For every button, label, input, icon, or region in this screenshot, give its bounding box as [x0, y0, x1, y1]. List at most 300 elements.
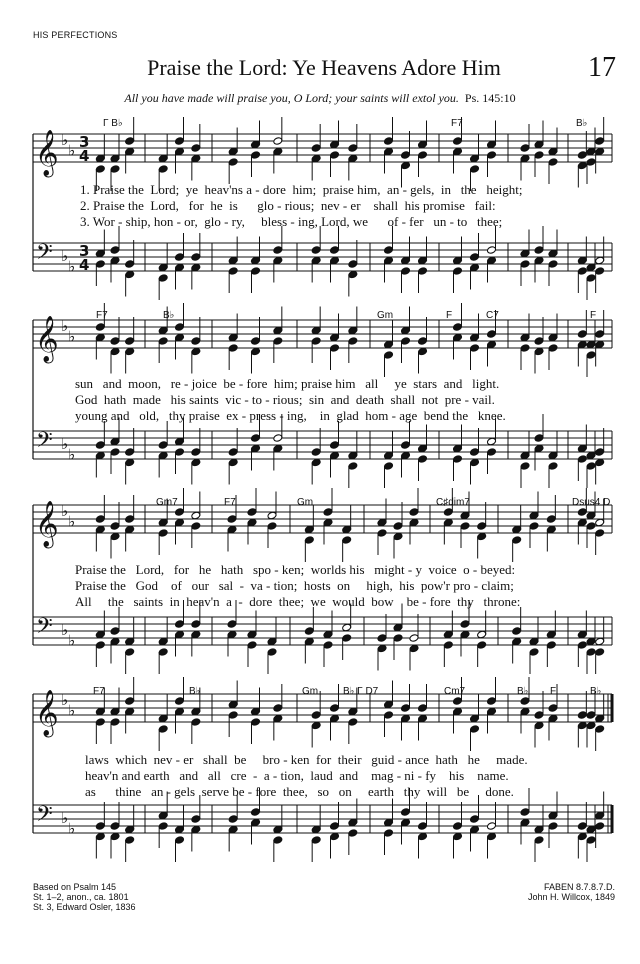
notehead	[409, 518, 419, 527]
notehead	[247, 641, 257, 650]
notehead	[175, 620, 185, 629]
notehead	[460, 522, 470, 531]
notehead	[534, 721, 544, 730]
notehead	[125, 515, 135, 524]
notehead	[453, 147, 463, 156]
notehead	[577, 822, 587, 831]
notehead	[191, 707, 201, 716]
notehead	[330, 441, 340, 450]
notehead	[418, 256, 428, 265]
notehead	[418, 347, 428, 356]
notehead	[228, 825, 238, 834]
flat-sign-icon: ♭	[61, 247, 69, 265]
lyric-line-verse-1: laws which nev - er shall be bro - ken for their guid - ance hath he made.	[85, 752, 528, 767]
notehead	[342, 634, 352, 643]
time-signature: 4	[79, 256, 90, 274]
notehead	[110, 337, 120, 346]
lyric-line-verse-3: All the saints in heav'n a - dore thee; we would bow be - fore thy throne:	[75, 594, 521, 609]
notehead	[110, 154, 120, 163]
notehead	[247, 508, 257, 517]
notehead	[548, 249, 558, 258]
notehead	[453, 455, 463, 464]
notehead	[247, 630, 257, 639]
notehead	[158, 822, 168, 831]
flat-sign-icon: ♭	[61, 809, 69, 827]
notehead	[311, 326, 321, 335]
notehead	[487, 246, 497, 255]
notehead	[418, 337, 428, 346]
notehead	[304, 525, 314, 534]
notehead	[251, 818, 261, 827]
notehead	[175, 448, 185, 457]
notehead	[95, 630, 105, 639]
notehead	[470, 714, 480, 723]
notehead	[577, 151, 587, 160]
notehead	[175, 137, 185, 146]
notehead	[534, 434, 544, 443]
notehead	[460, 630, 470, 639]
notehead	[577, 267, 587, 276]
notehead	[470, 165, 480, 174]
notehead	[348, 451, 358, 460]
notehead	[273, 337, 283, 346]
notehead	[384, 137, 394, 146]
notehead	[273, 704, 283, 713]
notehead	[477, 641, 487, 650]
notehead	[125, 525, 135, 534]
notehead	[158, 337, 168, 346]
chord-symbol: Gm	[302, 686, 319, 697]
notehead	[95, 832, 105, 841]
notehead	[401, 451, 411, 460]
notehead	[595, 256, 605, 265]
notehead	[384, 246, 394, 255]
chord-symbol: Dsus4 D	[572, 497, 611, 508]
notehead	[487, 330, 497, 339]
notehead	[330, 151, 340, 160]
notehead	[586, 263, 596, 272]
lyric-line-verse-2: God hath made his saints vic - to - rious; sin and death shall not pre - vail.	[75, 392, 495, 407]
notehead	[228, 700, 238, 709]
notehead	[95, 249, 105, 258]
notehead	[586, 274, 596, 283]
bass-clef-icon: 𝄢	[36, 802, 53, 832]
notehead	[125, 648, 135, 657]
notehead	[512, 637, 522, 646]
chord-symbol: F	[550, 686, 557, 697]
notehead	[228, 344, 238, 353]
notehead	[251, 444, 261, 453]
lyric-line-verse-1: sun and moon, re - joice be - fore him; praise him all ye stars and light.	[75, 376, 500, 391]
notehead	[409, 634, 419, 643]
notehead	[273, 825, 283, 834]
notehead	[158, 637, 168, 646]
notehead	[273, 246, 283, 255]
lyric-line-verse-3: as thine an - gels serve be - fore thee, so on earth thy will be done.	[85, 784, 514, 799]
notehead	[534, 347, 544, 356]
notehead	[384, 829, 394, 838]
notehead	[304, 627, 314, 636]
notehead	[273, 137, 283, 146]
notehead	[125, 347, 135, 356]
notehead	[110, 246, 120, 255]
notehead	[534, 711, 544, 720]
notehead	[348, 462, 358, 471]
notehead	[534, 825, 544, 834]
notehead	[158, 811, 168, 820]
notehead	[175, 697, 185, 706]
notehead	[577, 832, 587, 841]
chord-symbol: C7	[486, 310, 499, 321]
time-signature: 3	[79, 242, 90, 260]
notehead	[546, 525, 556, 534]
notehead	[586, 511, 596, 520]
notehead	[595, 137, 605, 146]
notehead	[348, 326, 358, 335]
notehead	[577, 455, 587, 464]
notehead	[191, 522, 201, 531]
chord-symbol: F7	[224, 497, 236, 508]
notehead	[311, 256, 321, 265]
notehead	[586, 836, 596, 845]
flat-sign-icon: ♭	[61, 317, 69, 335]
notehead	[534, 444, 544, 453]
notehead	[348, 337, 358, 346]
notehead	[251, 718, 261, 727]
notehead	[453, 444, 463, 453]
notehead	[548, 344, 558, 353]
notehead	[520, 154, 530, 163]
notehead	[95, 822, 105, 831]
notehead	[125, 260, 135, 269]
notehead	[577, 508, 587, 517]
notehead	[577, 330, 587, 339]
notehead	[311, 721, 321, 730]
chord-symbol: Gm	[377, 310, 394, 321]
notehead	[586, 825, 596, 834]
notehead	[548, 333, 558, 342]
notehead	[110, 165, 120, 174]
notehead	[520, 697, 530, 706]
notehead	[330, 451, 340, 460]
notehead	[323, 508, 333, 517]
flat-sign-icon: ♭	[68, 141, 76, 160]
notehead	[110, 532, 120, 541]
chord-symbol: B♭	[189, 686, 201, 697]
notehead	[311, 836, 321, 845]
notehead	[323, 641, 333, 650]
chord-symbol: Γ B♭	[103, 118, 123, 129]
notehead	[251, 347, 261, 356]
notehead	[228, 267, 238, 276]
notehead	[311, 154, 321, 163]
notehead	[95, 451, 105, 460]
notehead	[401, 704, 411, 713]
notehead	[175, 508, 185, 517]
chord-symbol: Gm	[297, 497, 314, 508]
hymn-number: 17	[588, 52, 616, 83]
flat-sign-icon: ♭	[61, 621, 69, 639]
flat-sign-icon: ♭	[61, 435, 69, 453]
flat-sign-icon: ♭	[68, 631, 76, 650]
notehead	[247, 518, 257, 527]
lyric-line-verse-2: Praise the God of our sal - va - tion; hosts on high, his pow'r pro - claim;	[75, 578, 514, 593]
notehead	[267, 637, 277, 646]
notehead	[577, 641, 587, 650]
notehead	[487, 707, 497, 716]
notehead	[95, 165, 105, 174]
notehead	[273, 326, 283, 335]
flat-sign-icon: ♭	[68, 512, 76, 531]
notehead	[125, 707, 135, 716]
notehead	[228, 158, 238, 167]
flat-sign-icon: ♭	[68, 257, 76, 276]
notehead	[125, 637, 135, 646]
bass-clef-icon: 𝄢	[36, 614, 53, 644]
notehead	[401, 337, 411, 346]
notehead	[384, 351, 394, 360]
notehead	[586, 522, 596, 531]
notehead	[158, 274, 168, 283]
notehead	[443, 518, 453, 527]
notehead	[191, 263, 201, 272]
notehead	[110, 637, 120, 646]
notehead	[191, 347, 201, 356]
notehead	[125, 697, 135, 706]
notehead	[342, 525, 352, 534]
notehead	[418, 714, 428, 723]
notehead	[453, 707, 463, 716]
notehead	[95, 333, 105, 342]
notehead	[548, 811, 558, 820]
text-credits	[33, 882, 136, 912]
notehead	[595, 267, 605, 276]
notehead	[175, 707, 185, 716]
notehead	[586, 451, 596, 460]
notehead	[311, 458, 321, 467]
notehead	[251, 140, 261, 149]
notehead	[227, 525, 237, 534]
notehead	[191, 337, 201, 346]
notehead	[548, 822, 558, 831]
chord-symbol: C♯dim7	[436, 497, 470, 508]
notehead	[158, 725, 168, 734]
notehead	[175, 263, 185, 272]
notehead	[453, 267, 463, 276]
chord-symbol: B♭	[163, 310, 175, 321]
notehead	[384, 340, 394, 349]
chord-symbol: F	[446, 310, 453, 321]
notehead	[95, 515, 105, 524]
notehead	[453, 822, 463, 831]
credit-line: St. 3, Edward Osler, 1836	[33, 902, 136, 912]
notehead	[191, 458, 201, 467]
notehead	[273, 256, 283, 265]
notehead	[311, 144, 321, 153]
notehead	[228, 458, 238, 467]
notehead	[384, 451, 394, 460]
notehead	[348, 707, 358, 716]
tune-name-meter: FABEN 8.7.8.7.D.	[543, 882, 615, 892]
notehead	[520, 462, 530, 471]
notehead	[384, 818, 394, 827]
flat-sign-icon: ♭	[68, 819, 76, 838]
chord-symbol: F7	[96, 310, 108, 321]
notehead	[228, 448, 238, 457]
bass-clef-icon: 𝄢	[36, 428, 53, 458]
notehead	[487, 697, 497, 706]
lyric-line-verse-3: young and old, thy praise ex - press - ing, in glad hom - age bend the knee.	[75, 408, 506, 423]
notehead	[460, 620, 470, 629]
bass-clef-icon: 𝄢	[36, 240, 53, 270]
lyric-line-verse-2: 2. Praise the Lord, for he is glo - rious; nev - er shall his promise fail:	[80, 198, 496, 213]
notehead	[158, 441, 168, 450]
notehead	[110, 822, 120, 831]
notehead	[191, 144, 201, 153]
notehead	[330, 256, 340, 265]
notehead	[577, 721, 587, 730]
notehead	[227, 630, 237, 639]
notehead	[418, 704, 428, 713]
notehead	[348, 154, 358, 163]
notehead	[520, 260, 530, 269]
notehead	[595, 330, 605, 339]
notehead	[460, 511, 470, 520]
notehead	[595, 448, 605, 457]
lyric-line-verse-2: heav'n and earth and all cre - a - tion, laud and mag - ni - fy his name.	[85, 768, 509, 783]
notehead	[348, 818, 358, 827]
notehead	[577, 518, 587, 527]
chord-symbol: Cm7	[444, 686, 466, 697]
notehead	[384, 256, 394, 265]
notehead	[470, 333, 480, 342]
notehead	[251, 434, 261, 443]
notehead	[228, 333, 238, 342]
notehead	[401, 441, 411, 450]
notehead	[175, 836, 185, 845]
notehead	[586, 648, 596, 657]
notehead	[95, 641, 105, 650]
notehead	[595, 811, 605, 820]
section-heading: HIS PERFECTIONS	[33, 30, 118, 40]
notehead	[443, 630, 453, 639]
notehead	[487, 151, 497, 160]
notehead	[273, 434, 283, 443]
notehead	[548, 147, 558, 156]
notehead	[529, 511, 539, 520]
scripture-reference: Ps. 145:10	[464, 91, 516, 105]
notehead	[377, 644, 387, 653]
notehead	[520, 808, 530, 817]
notehead	[546, 515, 556, 524]
notehead	[418, 455, 428, 464]
notehead	[175, 437, 185, 446]
notehead	[470, 263, 480, 272]
notehead	[477, 532, 487, 541]
flat-sign-icon: ♭	[68, 701, 76, 720]
notehead	[95, 707, 105, 716]
notehead	[548, 158, 558, 167]
notehead	[393, 634, 403, 643]
notehead	[453, 256, 463, 265]
notehead	[110, 347, 120, 356]
notehead	[158, 263, 168, 272]
notehead	[342, 536, 352, 545]
notehead	[520, 344, 530, 353]
notehead	[534, 246, 544, 255]
tune-credits	[528, 882, 615, 902]
time-signature: 3	[79, 133, 90, 151]
notehead	[477, 630, 487, 639]
notehead	[548, 714, 558, 723]
notehead	[520, 451, 530, 460]
notehead	[110, 437, 120, 446]
notehead	[273, 714, 283, 723]
notehead	[158, 648, 168, 657]
notehead	[251, 267, 261, 276]
notehead	[175, 825, 185, 834]
notehead	[586, 721, 596, 730]
notehead	[453, 137, 463, 146]
notehead	[595, 637, 605, 646]
notehead	[520, 818, 530, 827]
notehead	[418, 151, 428, 160]
notehead	[251, 707, 261, 716]
notehead	[348, 718, 358, 727]
notehead	[384, 147, 394, 156]
notehead	[418, 822, 428, 831]
notehead	[487, 340, 497, 349]
notehead	[384, 700, 394, 709]
notehead	[586, 351, 596, 360]
notehead	[125, 458, 135, 467]
notehead	[477, 522, 487, 531]
notehead	[228, 256, 238, 265]
notehead	[586, 637, 596, 646]
notehead	[409, 508, 419, 517]
notehead	[487, 140, 497, 149]
notehead	[125, 825, 135, 834]
notehead	[125, 137, 135, 146]
notehead	[267, 522, 277, 531]
notehead	[418, 140, 428, 149]
notehead	[453, 832, 463, 841]
notehead	[453, 323, 463, 332]
notehead	[227, 620, 237, 629]
treble-clef-icon: 𝄞	[35, 690, 59, 736]
notehead	[470, 725, 480, 734]
notehead	[191, 511, 201, 520]
notehead	[267, 511, 277, 520]
notehead	[487, 256, 497, 265]
notehead	[228, 815, 238, 824]
notehead	[304, 536, 314, 545]
notehead	[529, 648, 539, 657]
notehead	[577, 161, 587, 170]
notehead	[470, 253, 480, 262]
credit-line: St. 1–2, anon., ca. 1801	[33, 892, 129, 902]
notehead	[330, 246, 340, 255]
notehead	[191, 718, 201, 727]
notehead	[125, 448, 135, 457]
notehead	[520, 144, 530, 153]
notehead	[110, 256, 120, 265]
notehead	[534, 140, 544, 149]
notehead	[304, 637, 314, 646]
notehead	[273, 444, 283, 453]
notehead	[546, 630, 556, 639]
notehead	[487, 822, 497, 831]
